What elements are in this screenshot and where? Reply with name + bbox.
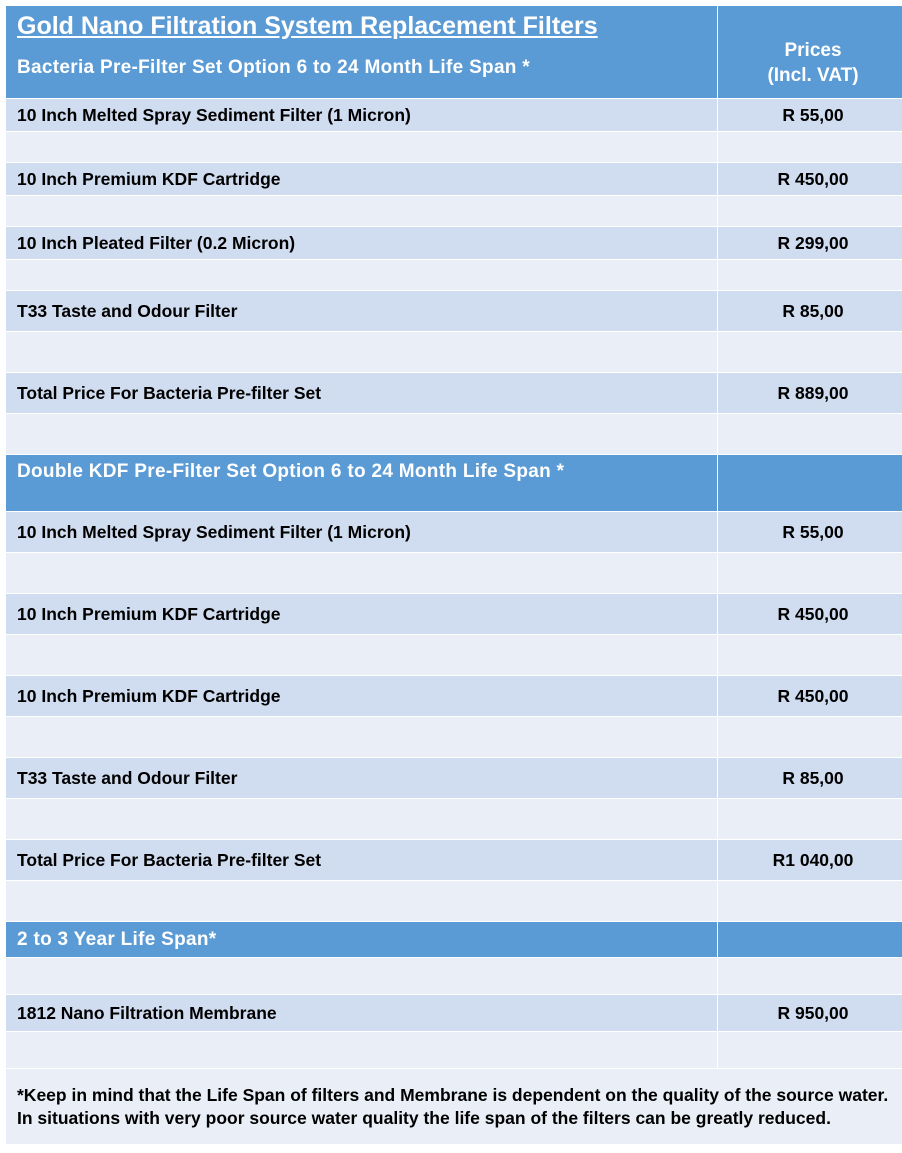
item-price: R 450,00 — [718, 594, 902, 635]
spacer-row — [6, 132, 902, 163]
item-name: 10 Inch Melted Spray Sediment Filter (1 Micron) — [6, 512, 718, 553]
item-name: T33 Taste and Odour Filter — [6, 758, 718, 799]
item-price: R 450,00 — [718, 676, 902, 717]
item-name: T33 Taste and Odour Filter — [6, 291, 718, 332]
prices-label: Prices — [784, 40, 842, 61]
spacer-row — [6, 799, 902, 840]
item-name: 10 Inch Pleated Filter (0.2 Micron) — [6, 227, 718, 260]
footnote: *Keep in mind that the Life Span of filters and Membrane is dependent on the quality of the source water. In situations with very poor source water quality the life span of the filters can be greatly reduced. — [6, 1069, 902, 1145]
section-title-membrane: 2 to 3 Year Life Span* — [6, 922, 718, 958]
spacer-row — [6, 553, 902, 594]
spacer-row — [6, 1032, 902, 1069]
item-name: 1812 Nano Filtration Membrane — [6, 995, 718, 1032]
table-header — [6, 6, 902, 99]
table-row — [6, 758, 902, 799]
item-name: 10 Inch Premium KDF Cartridge — [6, 594, 718, 635]
section-title-double-kdf: Double KDF Pre-Filter Set Option 6 to 24 Month Life Span * — [6, 455, 718, 512]
section-header-row — [6, 922, 902, 958]
spacer-row — [6, 196, 902, 227]
item-price: R 299,00 — [718, 227, 902, 260]
item-name: 10 Inch Premium KDF Cartridge — [6, 676, 718, 717]
spacer-row — [6, 260, 902, 291]
total-price: R1 040,00 — [718, 840, 902, 881]
spacer-row — [6, 332, 902, 373]
total-label: Total Price For Bacteria Pre-filter Set — [6, 373, 718, 414]
item-name: 10 Inch Melted Spray Sediment Filter (1 Micron) — [6, 99, 718, 132]
item-name: 10 Inch Premium KDF Cartridge — [6, 163, 718, 196]
prices-column-header — [718, 6, 902, 99]
table-row — [6, 594, 902, 635]
item-price: R 85,00 — [718, 291, 902, 332]
spacer-row — [6, 635, 902, 676]
footnote-row — [6, 1069, 902, 1145]
table-row — [6, 291, 902, 332]
table-row — [6, 676, 902, 717]
table-row — [6, 163, 902, 196]
spacer-row — [6, 881, 902, 922]
total-row — [6, 373, 902, 414]
table-row — [6, 227, 902, 260]
section-title-bacteria: Bacteria Pre-Filter Set Option 6 to 24 Month Life Span * — [17, 57, 530, 78]
price-table — [5, 5, 902, 1145]
item-price: R 55,00 — [718, 512, 902, 553]
table-row — [6, 99, 902, 132]
total-label: Total Price For Bacteria Pre-filter Set — [6, 840, 718, 881]
table-row — [6, 512, 902, 553]
spacer-row — [6, 958, 902, 995]
spacer-row — [6, 414, 902, 455]
prices-vat-label: (Incl. VAT) — [767, 65, 859, 86]
section-header-row — [6, 455, 902, 512]
item-price: R 450,00 — [718, 163, 902, 196]
item-price: R 55,00 — [718, 99, 902, 132]
page-title: Gold Nano Filtration System Replacement Filters — [17, 12, 598, 40]
table-row — [6, 995, 902, 1032]
header-cell — [6, 6, 718, 99]
total-price: R 889,00 — [718, 373, 902, 414]
item-price: R 950,00 — [718, 995, 902, 1032]
item-price: R 85,00 — [718, 758, 902, 799]
total-row — [6, 840, 902, 881]
spacer-row — [6, 717, 902, 758]
